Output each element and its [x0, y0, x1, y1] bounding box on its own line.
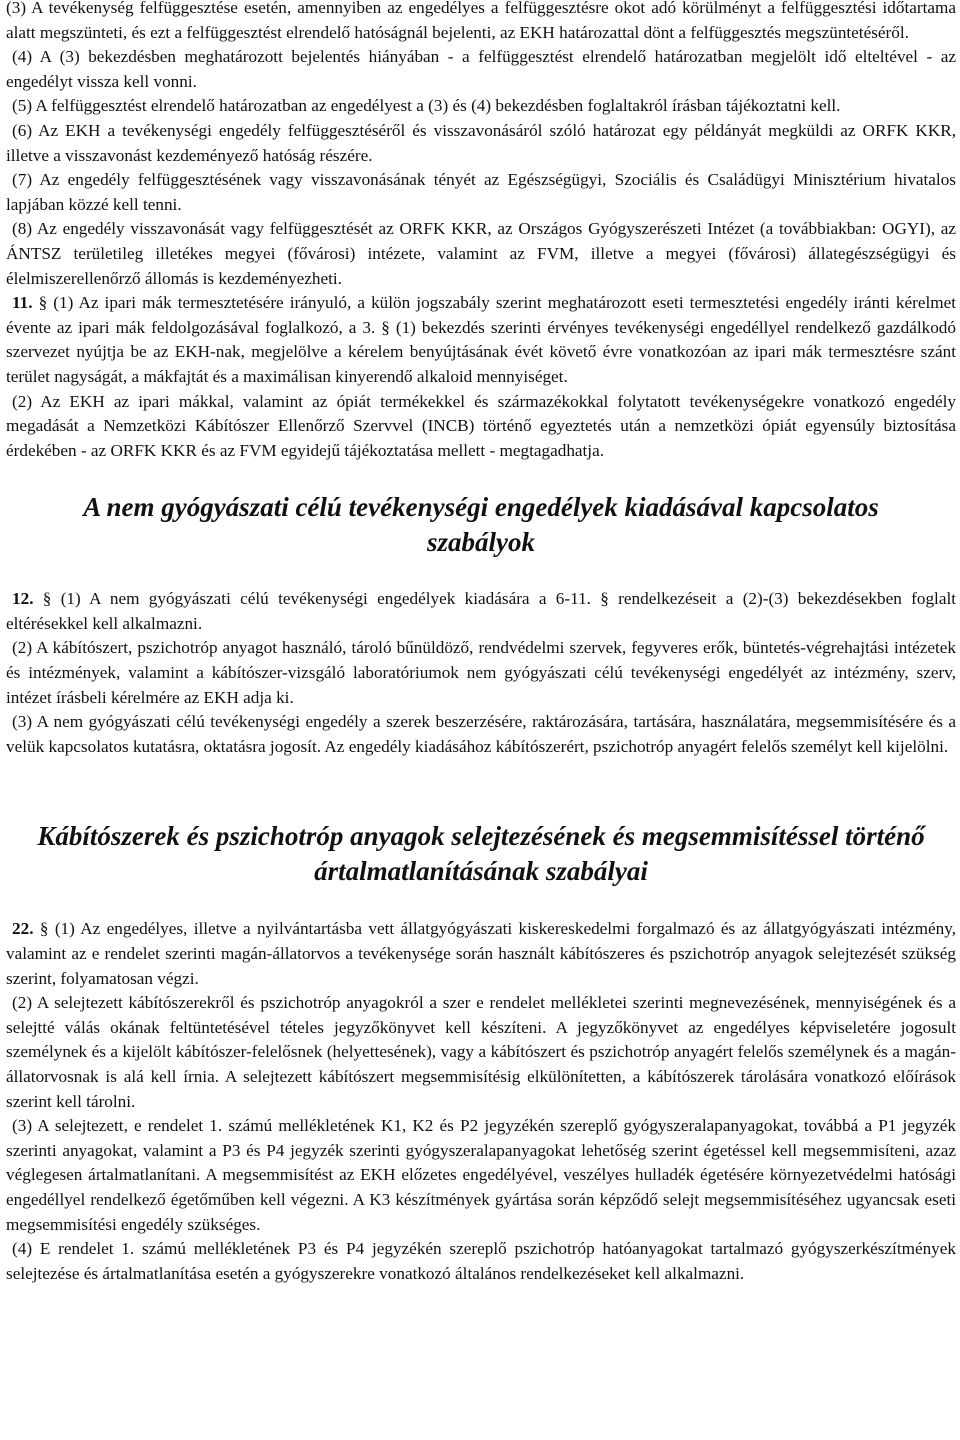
- section-number: 22.: [12, 919, 34, 939]
- section-22-paragraph-4: (4) E rendelet 1. számú mellékletének P3 és P4 jegyzékén szereplő pszichotróp hatóanyagokat tartalmazó gyógyszerkészítmények selejtezése és ártalmatlanítása esetén a gyógyszerekre vonatkozó általános rendelkezéseket kell alkalmazni.: [6, 1239, 956, 1283]
- section-number: 11.: [12, 293, 33, 313]
- section-12-text: (1) A nem gyógyászati célú tevékenységi engedélyek kiadására a 6-11. § rendelkezéseit a (2)-(3) bekezdésekben foglalt eltérésekkel kell alkalmazni.: [6, 589, 956, 633]
- section-22-paragraph-2: (2) A selejtezett kábítószerekről és pszichotróp anyagokról a szer e rendelet mellékletei szerinti megnevezésének, mennyiségének és a selejtté válás okának feltüntetésével tételes jegyzőkönyvet kell készíteni. A jegyzőkönyvet az engedélyes képviseletére jogosult személynek és a kijelölt kábítószer-felelősnek (helyettesének), vagy a kábítószert és pszichotróp anyagért felelős személynek és a magán-állatorvosnak is alá kell írnia. A selejtezett kábítószert megsemmisítésig elkülönítetten, a kábítószerek tárolására vonatkozó előírások szerint kell tárolni.: [6, 993, 956, 1111]
- document-page: [6, 0, 956, 1286]
- paragraph-5: (5) A felfüggesztést elrendelő határozatban az engedélyest a (3) és (4) bekezdésben foglaltakról írásban tájékoztatni kell.: [12, 96, 841, 116]
- section-22-text: (1) Az engedélyes, illetve a nyilvántartásba vett állatgyógyászati kiskereskedelmi forgalmazó és az állatgyógyászati intézmény, valamint az e rendelet szerinti magán-állatorvos a tevékenysége során használt kábítószeres és pszichotróp anyagok selejtezését szükség szerint, folyamatosan végzi.: [6, 919, 957, 988]
- paragraph-6: (6) Az EKH a tevékenységi engedély felfüggesztéséről és visszavonásáról szóló határozat egy példányát megküldi az ORFK KKR, illetve a visszavonást kezdeményező hatóság részére.: [6, 120, 956, 165]
- section-heading: A nem gyógyászati célú tevékenységi engedélyek kiadásával kapcsolatos szabályok: [83, 492, 879, 558]
- section-number: 12.: [12, 589, 34, 609]
- section-22-paragraph-1: [6, 917, 956, 991]
- paragraph-8: (8) Az engedély visszavonását vagy felfüggesztését az ORFK KKR, az Országos Gyógyszerészeti Intézet (a továbbiakban: OGYI), az ÁNTSZ területileg illetékes megyei (fővárosi) intézete, valamint az FVM, illetve a megyei (fővárosi) állategészségügyi és élelmiszerellenőrző állomás is kezdeményezheti.: [6, 219, 956, 288]
- section-22-paragraph-3: (3) A selejtezett, e rendelet 1. számú mellékletének K1, K2 és P2 jegyzékén szereplő gyógyszeralapanyagokat, továbbá a P1 jegyzék szerinti anyagokat, valamint a P3 és P4 jegyzék szerinti gyógyszeralapanyagokat lehetőség szerint égetéssel kell megsemmisíteni, azaz véglegesen ártalmatlanítani. A megsemmisítést az EKH előzetes engedélyével, veszélyes hulladék égetésére környezetvédelmi hatósági engedéllyel rendelkező égetőműben kell végezni. A K3 készítmények gyártása során képződő selejt megsemmisítéséhez ugyancsak eseti megsemmisítési engedély szükséges.: [6, 1116, 956, 1234]
- paragraph-3: (3) A tevékenység felfüggesztése esetén, amennyiben az engedélyes a felfüggesztésre okot adó körülményt a felfüggesztési időtartama alatt megszünteti, és ezt a felfüggesztést elrendelő hatóságnál bejelenti, az EKH határozattal dönt a felfüggesztés megszüntetéséről.: [6, 0, 956, 42]
- section-sign: §: [38, 293, 48, 313]
- paragraph-7: (7) Az engedély felfüggesztésének vagy visszavonásának tényét az Egészségügyi, Szociális és Családügyi Minisztérium hivatalos lapjában közzé kell tenni.: [6, 170, 956, 214]
- section-12-paragraph-1: [6, 587, 956, 636]
- section-sign: §: [42, 589, 52, 609]
- section-11-text: (1) Az ipari mák termesztetésére irányuló, a külön jogszabály szerint meghatározott eseti termesztetési engedély iránti kérelmet évente az ipari mák feldolgozásával foglalkozó, a 3. § (1) bekezdés szerinti érvényes tevékenységi engedéllyel rendelkező gazdálkodó szervezet nyújtja be az EKH-nak, megjelölve a kérelem benyújtásának évét követő évre vonatkozóan az ipari mák termesztésre szánt terület nagyságát, a mákfajtát és a maximálisan kinyerendő alkaloid mennyiséget.: [6, 293, 957, 386]
- section-12-paragraph-2: (2) A kábítószert, pszichotróp anyagot használó, tároló bűnüldöző, rendvédelmi szervek, fegyveres erők, büntetés-végrehajtási intézetek és intézmények, valamint a kábítószer-vizsgáló laboratóriumok nem gyógyászati célú tevékenységi engedélyét az intézmény, szerv, intézet írásbeli kérelmére az EKH adja ki.: [6, 638, 956, 707]
- section-11-paragraph-1: [6, 291, 956, 389]
- section-11-paragraph-2: (2) Az EKH az ipari mákkal, valamint az ópiát termékekkel és származékokkal folytatott tevékenységekre vonatkozó engedély megadását a Nemzetközi Kábítószer Ellenőrző Szervvel (INCB) történő egyeztetés után a nemzetközi ópiát egyensúly biztosítása érdekében - az ORFK KKR és az FVM egyidejű tájékoztatása mellett - megtagadhatja.: [6, 391, 956, 460]
- section-12-paragraph-3: (3) A nem gyógyászati célú tevékenységi engedély a szerek beszerzésére, raktározására, tartására, használatára, megsemmisítésére és a velük kapcsolatos kutatásra, oktatásra jogosít. Az engedély kiadásához kábítószerért, pszichotróp anyagért felelős személyt kell kijelölni.: [6, 712, 956, 756]
- section-heading: Kábítószerek és pszichotróp anyagok selejtezésének és megsemmisítéssel történő ártalmatlanításának szabályai: [37, 821, 925, 887]
- section-sign: §: [39, 919, 49, 939]
- paragraph-4: (4) A (3) bekezdésben meghatározott bejelentés hiányában - a felfüggesztést elrendelő határozatban megjelölt idő elteltével - az engedélyt vissza kell vonni.: [6, 47, 956, 91]
